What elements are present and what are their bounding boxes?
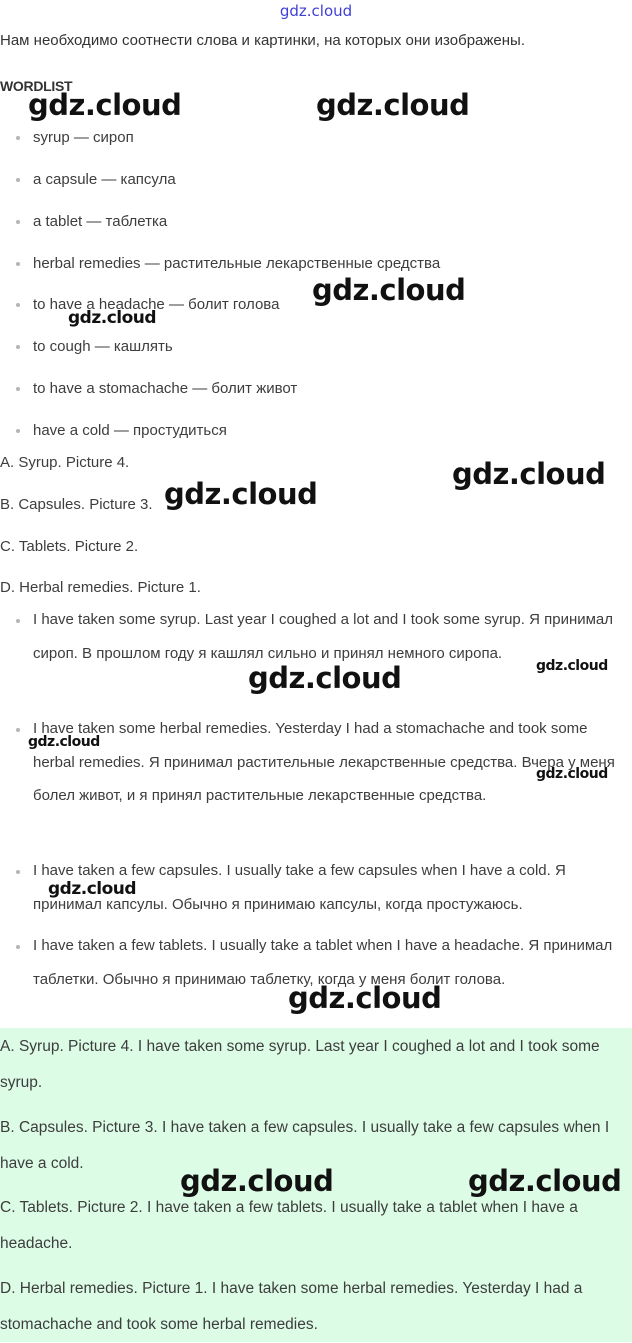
- watermark: gdz.cloud: [48, 879, 137, 899]
- bullet-icon: [16, 178, 20, 182]
- watermark: gdz.cloud: [180, 1164, 334, 1198]
- watermark: gdz.cloud: [68, 308, 157, 328]
- example-text: I have taken some syrup. Last year I coughed a lot and I took some syrup. Я принимал сироп. В прошлом году я кашлял сильно и принял немного сиропа.: [33, 611, 614, 662]
- match-answer: D. Herbal remedies. Picture 1.: [0, 579, 201, 596]
- example-text: I have taken a few capsules. I usually take a few capsules when I have a cold. Я принимал капсулы. Обычно я принимаю капсулы, когда простужаюсь.: [33, 862, 566, 913]
- example-text: I have taken some herbal remedies. Yesterday I had a stomachache and took some herbal remedies. Я принимал растительные лекарственные средства. Вчера у меня болел живот, и я принял растительные лекарственные средства.: [33, 720, 615, 804]
- watermark: gdz.cloud: [28, 88, 182, 122]
- watermark: gdz.cloud: [248, 661, 402, 695]
- bullet-icon: [16, 619, 20, 623]
- task-intro: Нам необходимо соотнести слова и картинки, на которых они изображены.: [0, 32, 525, 49]
- example-text: I have taken a few tablets. I usually take a tablet when I have a headache. Я принимал таблетки. Обычно я принимаю таблетку, когда у меня болит голова.: [33, 937, 613, 988]
- final-answer: D. Herbal remedies. Picture 1. I have taken some herbal remedies. Yesterday I had a stomachache and took some herbal remedies.: [0, 1280, 583, 1333]
- match-answer: B. Capsules. Picture 3.: [0, 496, 153, 513]
- bullet-icon: [16, 345, 20, 349]
- bullet-icon: [16, 136, 20, 140]
- bullet-icon: [16, 870, 20, 874]
- bullet-icon: [16, 303, 20, 307]
- watermark: gdz.cloud: [452, 457, 606, 491]
- wordlist-heading: WORDLIST: [0, 78, 73, 94]
- watermark: gdz.cloud: [164, 477, 318, 511]
- bullet-icon: [16, 429, 20, 433]
- bullet-icon: [16, 728, 20, 732]
- site-link[interactable]: gdz.cloud: [279, 2, 353, 20]
- watermark: gdz.cloud: [312, 273, 466, 307]
- watermark: gdz.cloud: [536, 766, 608, 782]
- final-answer: C. Tablets. Picture 2. I have taken a few tablets. I usually take a tablet when I have a headache.: [0, 1199, 578, 1252]
- watermark: gdz.cloud: [536, 658, 608, 674]
- bullet-icon: [16, 220, 20, 224]
- watermark: gdz.cloud: [316, 88, 470, 122]
- watermark: gdz.cloud: [288, 981, 442, 1015]
- final-answer: A. Syrup. Picture 4. I have taken some syrup. Last year I coughed a lot and I took some syrup.: [0, 1038, 600, 1091]
- match-answer: A. Syrup. Picture 4.: [0, 454, 130, 471]
- watermark: gdz.cloud: [468, 1164, 622, 1198]
- bullet-icon: [16, 387, 20, 391]
- bullet-icon: [16, 945, 20, 949]
- watermark: gdz.cloud: [28, 734, 100, 750]
- final-answer: B. Capsules. Picture 3. I have taken a few capsules. I usually take a few capsules when I have a cold.: [0, 1119, 610, 1172]
- bullet-icon: [16, 262, 20, 266]
- match-answer: C. Tablets. Picture 2.: [0, 538, 139, 555]
